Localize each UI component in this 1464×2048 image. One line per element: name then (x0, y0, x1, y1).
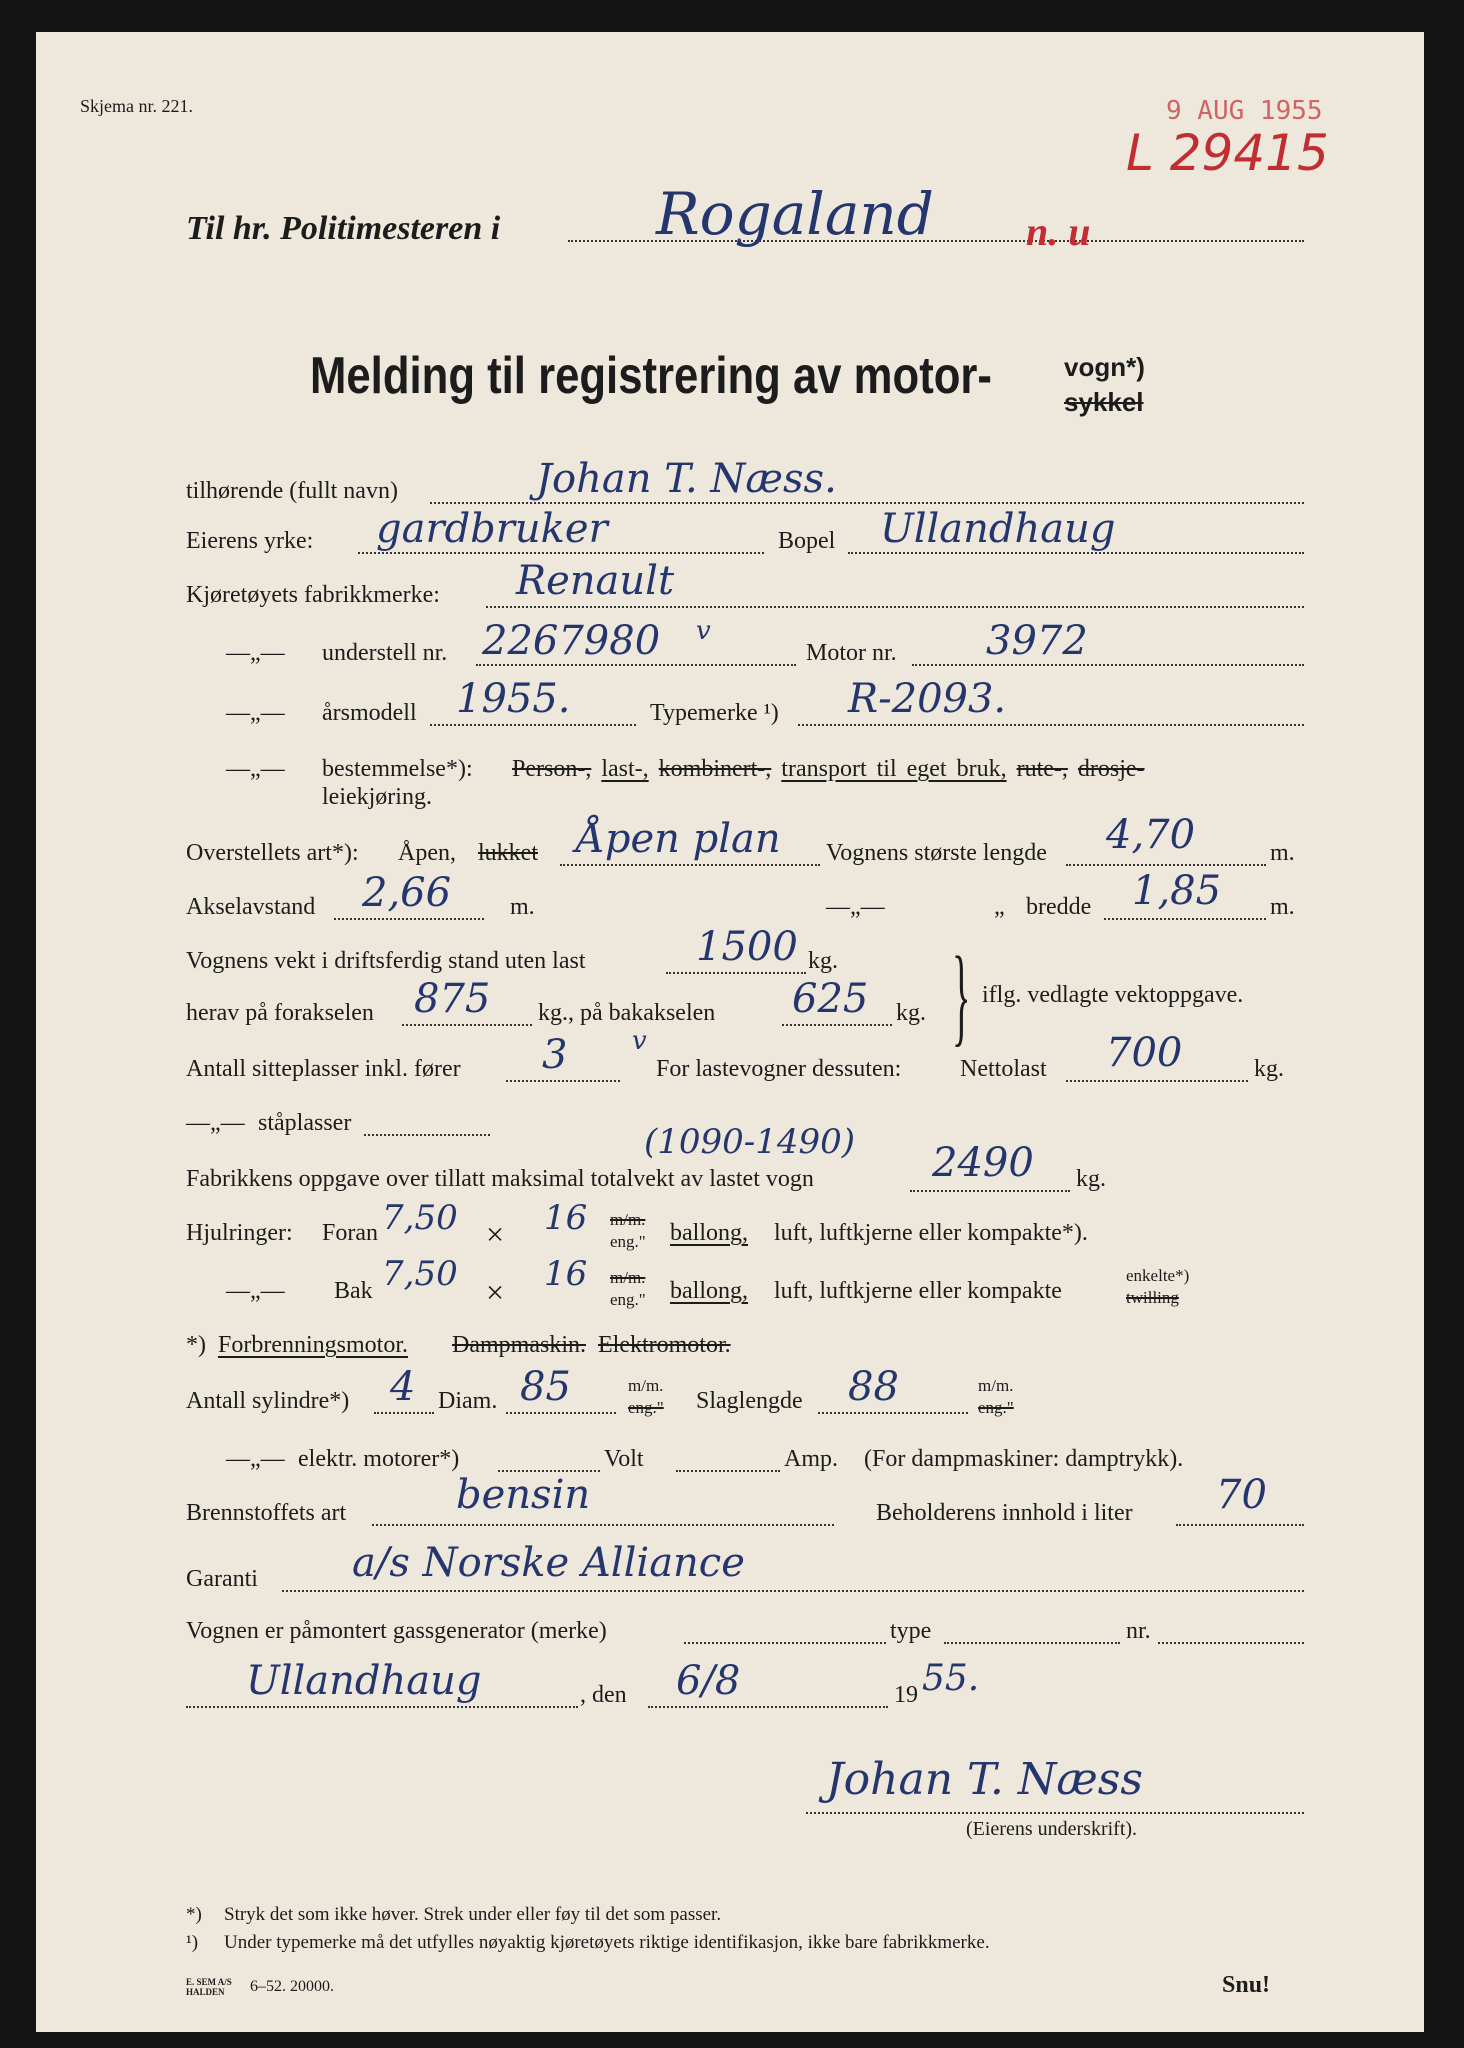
unit-eng: eng." (978, 1398, 1014, 1417)
fuel-line (372, 1524, 834, 1526)
length-line (1066, 864, 1266, 866)
occupation-label: Eierens yrke: (186, 528, 314, 554)
turn-over: Snu! (1222, 1972, 1271, 1998)
footnote-star: Stryk det som ikke høver. Strek under eller føy til det som passer. (224, 1904, 722, 1925)
standing-label: ståplasser (258, 1110, 352, 1136)
cylinders-label: Antall sylindre*) (186, 1388, 350, 1414)
tires-front-balloon: ballong, (670, 1220, 748, 1246)
engine-footnote-mark: *) (186, 1332, 206, 1358)
gas-generator-line (684, 1642, 886, 1644)
ditto-mark: —„— (226, 640, 285, 666)
type-mark-value: R-2093. (848, 676, 1007, 722)
wheelbase-unit: m. (510, 894, 535, 920)
times-mark: × (486, 1216, 505, 1252)
diam-line (506, 1412, 616, 1414)
length-label: Vognens største lengde (826, 840, 1047, 866)
motor-no-value: 3972 (986, 618, 1088, 664)
wheelbase-line (334, 918, 484, 920)
seats-check: v (632, 1026, 647, 1056)
front-axle-label: herav på forakselen (186, 1000, 374, 1026)
motor-no-label: Motor nr. (806, 640, 897, 666)
stroke-label: Slaglengde (696, 1388, 803, 1414)
place-line (186, 1706, 578, 1708)
weight-brace: } (952, 934, 971, 1056)
times-mark: × (486, 1274, 505, 1310)
unit-mm: m/m. (610, 1268, 646, 1287)
length-value: 4,70 (1106, 812, 1196, 858)
net-load-value: 700 (1106, 1030, 1183, 1076)
gas-nr-line (1158, 1642, 1304, 1644)
den-label: , den (580, 1682, 627, 1708)
standing-line (364, 1134, 490, 1136)
diam-value: 85 (520, 1364, 571, 1410)
purpose-rute: rute-, (1016, 756, 1068, 782)
printer-edition: 6–52. 20000. (250, 1978, 334, 1995)
volt-line (676, 1470, 780, 1472)
weight-value: 1500 (696, 924, 798, 970)
journal-number: L 29415 (1126, 124, 1329, 182)
gas-type-line (944, 1642, 1120, 1644)
rear-axle-line (782, 1024, 892, 1026)
tires-front-width: 7,50 (382, 1198, 458, 1238)
residence-line (848, 552, 1304, 554)
tires-twin: twilling (1126, 1288, 1179, 1307)
ditto-mark: —„— (826, 894, 885, 920)
ditto-mark: —„— (226, 1446, 285, 1472)
unit-eng: eng." (610, 1232, 646, 1251)
seats-value: 3 (542, 1032, 568, 1078)
unit-mm: m/m. (628, 1376, 664, 1395)
chassis-label: understell nr. (322, 640, 448, 666)
model-year-value: 1955. (456, 676, 571, 722)
chassis-line (476, 664, 796, 666)
red-mark: n. u (1026, 209, 1091, 254)
electric-label: elektr. motorer*) (298, 1446, 460, 1472)
addressee-label: Til hr. Politimesteren i (186, 210, 501, 247)
purpose-drosje: drosje- (1077, 756, 1145, 782)
footnote-star-mark: *) (186, 1904, 202, 1925)
owner-signature: Johan T. Næss (826, 1754, 1143, 1805)
wheelbase-value: 2,66 (362, 870, 452, 916)
tires-rear-width: 7,50 (382, 1254, 458, 1294)
diam-label: Diam. (438, 1388, 498, 1414)
unit-mm: m/m. (610, 1210, 646, 1229)
width-value: 1,85 (1132, 868, 1222, 914)
guarantee-label: Garanti (186, 1566, 258, 1592)
purpose-last: last-, (601, 756, 649, 782)
tires-rear-pos: Bak (334, 1278, 373, 1304)
footnote-one: Under typemerke må det utfylles nøyaktig kjøretøyets riktige identifikasjon, ikke bare fabrikkmerke. (224, 1932, 990, 1953)
chassis-check: v (696, 616, 711, 646)
year-prefix: 19 (894, 1682, 918, 1708)
ditto-mark: —„— (226, 1278, 285, 1304)
body-open: Åpen, (398, 840, 456, 866)
max-weight-note: (1090-1490) (644, 1122, 856, 1162)
steam-note: (For dampmaskiner: damptrykk). (864, 1446, 1184, 1472)
purpose-transport: transport til eget bruk, (781, 756, 1007, 782)
max-weight-value: 2490 (932, 1140, 1034, 1186)
make-line (486, 606, 1304, 608)
ditto-mark: —„— (226, 756, 285, 782)
date-value: 6/8 (676, 1658, 741, 1704)
owner-value: Johan T. Næss. (536, 456, 837, 502)
width-line (1104, 918, 1266, 920)
form-number: Skjema nr. 221. (80, 96, 193, 116)
purpose-leie: leiekjøring. (322, 784, 432, 810)
net-load-label: Nettolast (960, 1056, 1047, 1082)
tires-single: enkelte*) (1126, 1266, 1190, 1285)
unit-eng: eng." (610, 1290, 646, 1309)
body-closed: lukket (478, 840, 538, 866)
fuel-label: Brennstoffets art (186, 1500, 347, 1526)
type-mark-line (798, 724, 1304, 726)
ditto-mark: —„— (226, 700, 285, 726)
form-title: Melding til registrering av motor- (310, 347, 992, 405)
owner-label: tilhørende (fullt navn) (186, 478, 398, 504)
stroke-line (818, 1412, 968, 1414)
occupation-line (358, 552, 764, 554)
addressee-value: Rogaland (656, 180, 934, 248)
chassis-value: 2267980 (482, 618, 661, 664)
max-weight-line (910, 1190, 1070, 1192)
rear-axle-value: 625 (792, 976, 869, 1022)
footnote-one-mark: ¹) (186, 1932, 199, 1953)
printer-name: E. SEM A/S HALDEN (186, 1977, 232, 1997)
weight-unit: kg. (808, 948, 838, 974)
max-weight-label: Fabrikkens oppgave over tillatt maksimal totalvekt av lastet vogn (186, 1166, 814, 1192)
weight-note: iflg. vedlagte vektoppgave. (982, 982, 1244, 1008)
width-unit: m. (1270, 894, 1295, 920)
place-value: Ullandhaug (246, 1658, 482, 1704)
signature-caption: (Eierens underskrift). (966, 1818, 1138, 1840)
tires-rear-balloon: ballong, (670, 1278, 748, 1304)
engine-combustion: Forbrenningsmotor. (218, 1332, 408, 1358)
tires-rear-height: 16 (544, 1254, 588, 1294)
wheelbase-label: Akselavstand (186, 894, 316, 920)
residence-value: Ullandhaug (880, 506, 1116, 552)
body-type-value: Åpen plan (576, 816, 781, 862)
engine-electric: Elektromotor. (598, 1332, 731, 1358)
purpose-kombinert: kombinert-, (658, 756, 772, 782)
make-value: Renault (516, 558, 675, 604)
date-line (648, 1706, 888, 1708)
title-sykkel: sykkel (1064, 387, 1144, 417)
body-type-label: Overstellets art*): (186, 840, 359, 866)
unit-mm: m/m. (978, 1376, 1014, 1395)
ditto-quote: „ (994, 894, 1005, 920)
net-load-unit: kg. (1254, 1056, 1284, 1082)
gas-generator-label: Vognen er påmontert gassgenerator (merke) (186, 1618, 607, 1644)
max-weight-unit: kg. (1076, 1166, 1106, 1192)
form-page (36, 32, 1424, 2032)
net-load-line (1066, 1080, 1248, 1082)
residence-label: Bopel (778, 528, 836, 554)
guarantee-value: a/s Norske Alliance (352, 1540, 745, 1586)
tank-line (1176, 1524, 1304, 1526)
seats-label: Antall sitteplasser inkl. fører (186, 1056, 461, 1082)
motor-no-line (912, 664, 1304, 666)
amp-label: Amp. (784, 1446, 838, 1472)
engine-steam: Dampmaskin. (452, 1332, 586, 1358)
cylinders-line (374, 1412, 434, 1414)
front-axle-value: 875 (414, 976, 491, 1022)
make-label: Kjøretøyets fabrikkmerke: (186, 582, 440, 608)
occupation-value: gardbruker (376, 506, 608, 552)
model-year-label: årsmodell (322, 700, 417, 726)
purpose-label: bestemmelse*): (322, 756, 473, 782)
tires-front-height: 16 (544, 1198, 588, 1238)
title-vogn: vogn*) (1064, 352, 1145, 382)
front-axle-line (402, 1024, 532, 1026)
guarantee-line (282, 1590, 1304, 1592)
received-date-stamp: 9 AUG 1955 (1166, 96, 1323, 126)
unit-eng: eng." (628, 1398, 664, 1417)
rear-axle-unit: kg. (896, 1000, 926, 1026)
purpose-person: Person-, (512, 756, 592, 782)
lorry-label: For lastevogner dessuten: (656, 1056, 902, 1082)
weight-line (666, 972, 806, 974)
cylinders-value: 4 (390, 1364, 416, 1410)
tires-rear-types: luft, luftkjerne eller kompakte (774, 1278, 1062, 1304)
tires-front-pos: Foran (322, 1220, 378, 1246)
type-mark-label: Typemerke ¹) (650, 700, 779, 726)
tank-label: Beholderens innhold i liter (876, 1500, 1133, 1526)
seats-line (506, 1080, 620, 1082)
ditto-mark: —„— (186, 1110, 245, 1136)
body-type-line (560, 864, 820, 866)
gas-type-label: type (890, 1618, 932, 1644)
model-year-line (430, 724, 636, 726)
tires-front-types: luft, luftkjerne eller kompakte*). (774, 1220, 1088, 1246)
weight-label: Vognens vekt i driftsferdig stand uten last (186, 948, 586, 974)
front-axle-unit: kg., på bakakselen (538, 1000, 716, 1026)
length-unit: m. (1270, 840, 1295, 866)
gas-nr-label: nr. (1126, 1618, 1151, 1644)
fuel-value: bensin (456, 1472, 591, 1518)
tank-value: 70 (1216, 1472, 1267, 1518)
volt-label: Volt (604, 1446, 644, 1472)
owner-line (430, 502, 1304, 504)
stroke-value: 88 (848, 1364, 899, 1410)
purpose-options (512, 756, 1145, 783)
width-label: bredde (1026, 894, 1092, 920)
tires-label: Hjulringer: (186, 1220, 293, 1246)
year-value: 55. (922, 1658, 980, 1699)
signature-line (806, 1812, 1304, 1814)
